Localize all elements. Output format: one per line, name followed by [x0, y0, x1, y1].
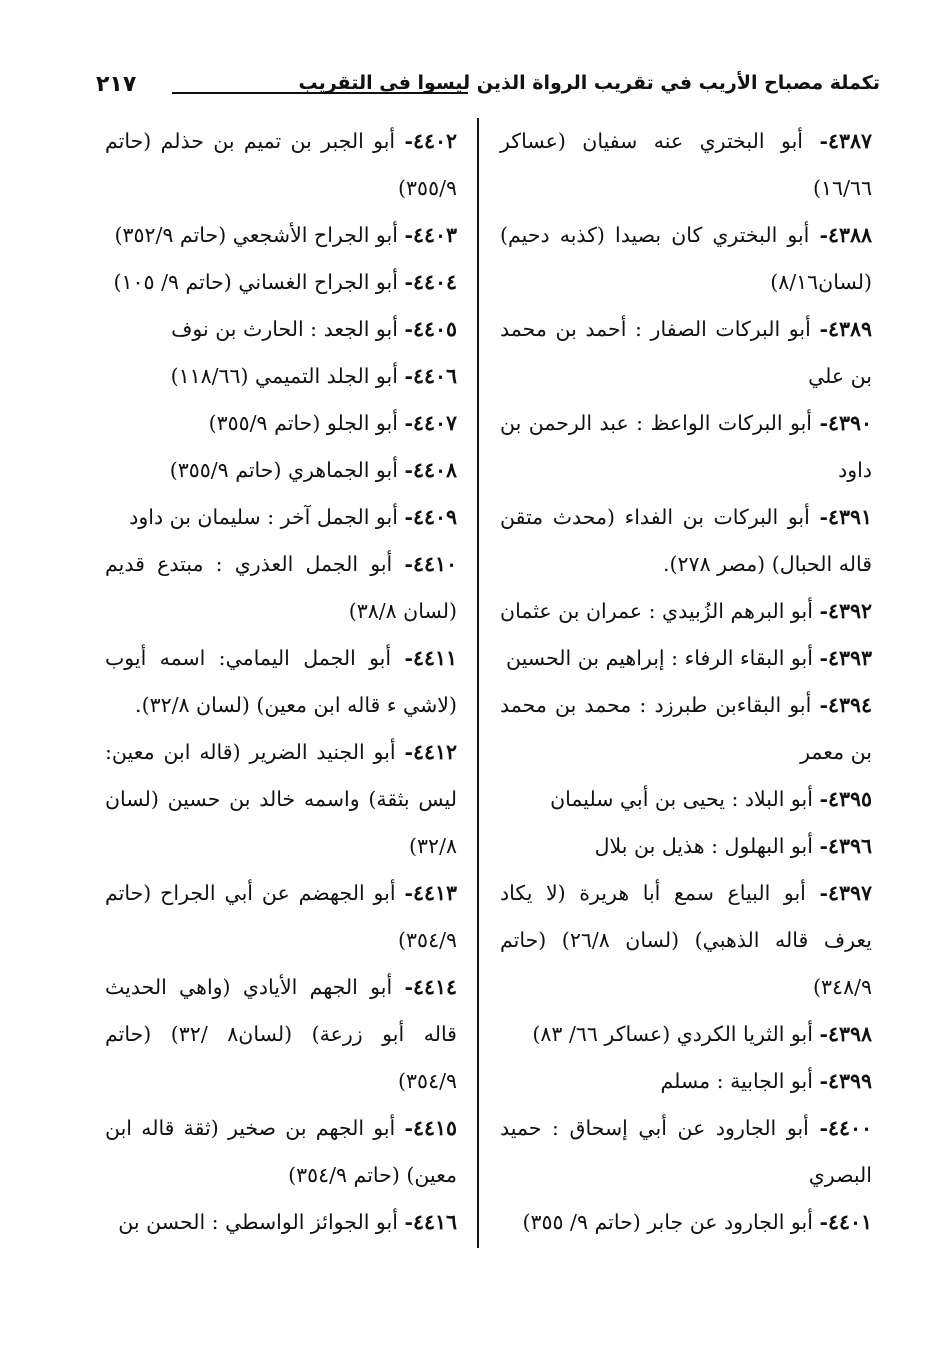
- entry-text: أبو البختري كان بصيدا (كذبه دحيم) (لسان٨/١٦): [500, 223, 872, 294]
- entry-text: أبو الجراح الغساني (حاتم ٩/ ١٠٥): [113, 270, 405, 294]
- entry-text: أبو الجمل آخر : سليمان بن داود: [129, 505, 405, 529]
- entry-item: [105, 353, 457, 400]
- entry-text: أبو البختري عنه سفيان (عساكر ١٦/٦٦): [500, 129, 872, 200]
- entry-number: ٤٤١٢-: [404, 740, 457, 764]
- entry-item: [105, 306, 457, 353]
- entry-item: [105, 400, 457, 447]
- entry-number: ٤٣٨٩-: [819, 317, 872, 341]
- entry-text: أبو الجعد : الحارث بن نوف: [171, 317, 405, 341]
- entry-number: ٤٣٩٣-: [819, 646, 872, 670]
- entry-text: أبو الجمل اليمامي: اسمه أيوب (لاشي ء قاله ابن معين) (لسان ٣٢/٨).: [105, 646, 457, 717]
- entry-item: [105, 1199, 457, 1246]
- entry-text: أبو الجمل العذري : مبتدع قديم (لسان ٣٨/٨): [105, 552, 457, 623]
- entry-text: أبو الجهم بن صخير (ثقة قاله ابن معين) (حاتم ٣٥٤/٩): [105, 1116, 457, 1187]
- running-title: تكملة مصباح الأريب في تقريب الرواة الذين ليسوا في التقريب: [298, 72, 880, 94]
- entry-item: [105, 118, 457, 212]
- entry-text: أبو الجهضم عن أبي الجراح (حاتم ٣٥٤/٩): [105, 881, 457, 952]
- page-header: [90, 68, 880, 108]
- entry-text: أبو البركات بن الفداء (محدث متقن قاله الحبال) (مصر ٢٧٨).: [500, 505, 872, 576]
- entry-number: ٤٤١٦-: [404, 1210, 457, 1234]
- entry-number: ٤٣٨٧-: [819, 129, 872, 153]
- entry-number: ٤٤١٤-: [404, 975, 457, 999]
- entry-number: ٤٤٠٦-: [404, 364, 457, 388]
- entry-item: [500, 823, 872, 870]
- entry-text: أبو الجابية : مسلم: [660, 1069, 820, 1093]
- column-divider: [477, 118, 479, 1248]
- entry-item: [500, 1011, 872, 1058]
- entry-number: ٤٣٩١-: [819, 505, 872, 529]
- entry-item: [500, 306, 872, 400]
- entry-text: أبو البلاد : يحيى بن أبي سليمان: [550, 787, 820, 811]
- entry-text: أبو البركات الصفار : أحمد بن محمد بن علي: [500, 317, 872, 388]
- entry-text: أبو الجهم الأيادي (واهي الحديث قاله أبو زرعة) (لسان٨ /٣٢) (حاتم ٣٥٤/٩): [105, 975, 457, 1093]
- entry-number: ٤٣٩٦-: [819, 834, 872, 858]
- entry-text: أبو الجارود عن جابر (حاتم ٩/ ٣٥٥): [522, 1210, 820, 1234]
- entry-number: ٤٣٩٢-: [819, 599, 872, 623]
- entry-number: ٤٤٠٣-: [404, 223, 457, 247]
- entry-text: أبو الجنيد الضرير (قاله ابن معين: ليس بثقة) واسمه خالد بن حسين (لسان ٣٢/٨): [105, 740, 457, 858]
- entry-item: [500, 400, 872, 494]
- entry-number: ٤٣٩٧-: [819, 881, 872, 905]
- entry-text: أبو البركات الواعظ : عبد الرحمن بن داود: [500, 411, 872, 482]
- entry-text: أبو البقاءبن طبرزد : محمد بن محمد بن معمر: [500, 693, 872, 764]
- entry-number: ٤٤٠٩-: [404, 505, 457, 529]
- right-column: [500, 118, 872, 1246]
- entry-number: ٤٤٠٤-: [404, 270, 457, 294]
- entry-item: [500, 870, 872, 1011]
- entry-text: أبو الجماهري (حاتم ٣٥٥/٩): [169, 458, 405, 482]
- entry-text: أبو الثريا الكردي (عساكر ٦٦/ ٨٣): [532, 1022, 820, 1046]
- entry-item: [500, 118, 872, 212]
- entry-number: ٤٤٠١-: [819, 1210, 872, 1234]
- entry-text: أبو الجلو (حاتم ٣٥٥/٩): [208, 411, 405, 435]
- entry-item: [500, 588, 872, 635]
- entry-text: أبو الجراح الأشجعي (حاتم ٣٥٢/٩): [114, 223, 405, 247]
- entry-item: [105, 259, 457, 306]
- entry-item: [500, 212, 872, 306]
- page-number: ٢١٧: [96, 72, 137, 97]
- entry-item: [105, 964, 457, 1105]
- entry-item: [500, 1105, 872, 1199]
- entry-number: ٤٣٩٥-: [819, 787, 872, 811]
- entry-number: ٤٤١٠-: [404, 552, 457, 576]
- entry-text: أبو الجارود عن أبي إسحاق : حميد البصري: [500, 1116, 872, 1187]
- entry-text: أبو البرهم الزُبيدي : عمران بن عثمان: [500, 599, 820, 623]
- header-rule: [172, 92, 468, 94]
- entry-text: أبو البهلول : هذيل بن بلال: [594, 834, 820, 858]
- entry-item: [105, 635, 457, 729]
- entry-number: ٤٤٠٨-: [404, 458, 457, 482]
- entry-number: ٤٣٩٤-: [819, 693, 872, 717]
- entry-number: ٤٣٩٠-: [819, 411, 872, 435]
- entry-item: [105, 447, 457, 494]
- entry-item: [500, 776, 872, 823]
- entry-item: [500, 635, 872, 682]
- entry-number: ٤٤٠٢-: [404, 129, 457, 153]
- entry-item: [105, 729, 457, 870]
- entry-item: [500, 1199, 872, 1246]
- entry-text: أبو البقاء الرفاء : إبراهيم بن الحسين: [505, 646, 820, 670]
- entry-number: ٤٤١٥-: [404, 1116, 457, 1140]
- entry-number: ٤٤٠٥-: [404, 317, 457, 341]
- left-column: [105, 118, 457, 1246]
- entry-item: [500, 682, 872, 776]
- entry-number: ٤٣٩٩-: [819, 1069, 872, 1093]
- entry-text: أبو الجلد التميمي (١١٨/٦٦): [170, 364, 405, 388]
- entry-text: أبو الجبر بن تميم بن حذلم (حاتم ٣٥٥/٩): [105, 129, 457, 200]
- entry-item: [105, 212, 457, 259]
- entry-text: أبو البياع سمع أبا هريرة (لا يكاد يعرف قاله الذهبي) (لسان ٢٦/٨) (حاتم ٣٤٨/٩): [500, 881, 872, 999]
- entry-item: [500, 494, 872, 588]
- entry-number: ٤٤٠٠-: [819, 1116, 872, 1140]
- entry-item: [105, 1105, 457, 1199]
- entry-number: ٤٣٩٨-: [819, 1022, 872, 1046]
- entry-number: ٤٣٨٨-: [819, 223, 872, 247]
- entry-number: ٤٤٠٧-: [404, 411, 457, 435]
- entry-item: [105, 541, 457, 635]
- entry-item: [105, 870, 457, 964]
- entry-item: [105, 494, 457, 541]
- entry-number: ٤٤١١-: [404, 646, 457, 670]
- entry-item: [500, 1058, 872, 1105]
- entry-text: أبو الجوائز الواسطي : الحسن بن: [118, 1210, 405, 1234]
- entry-number: ٤٤١٣-: [404, 881, 457, 905]
